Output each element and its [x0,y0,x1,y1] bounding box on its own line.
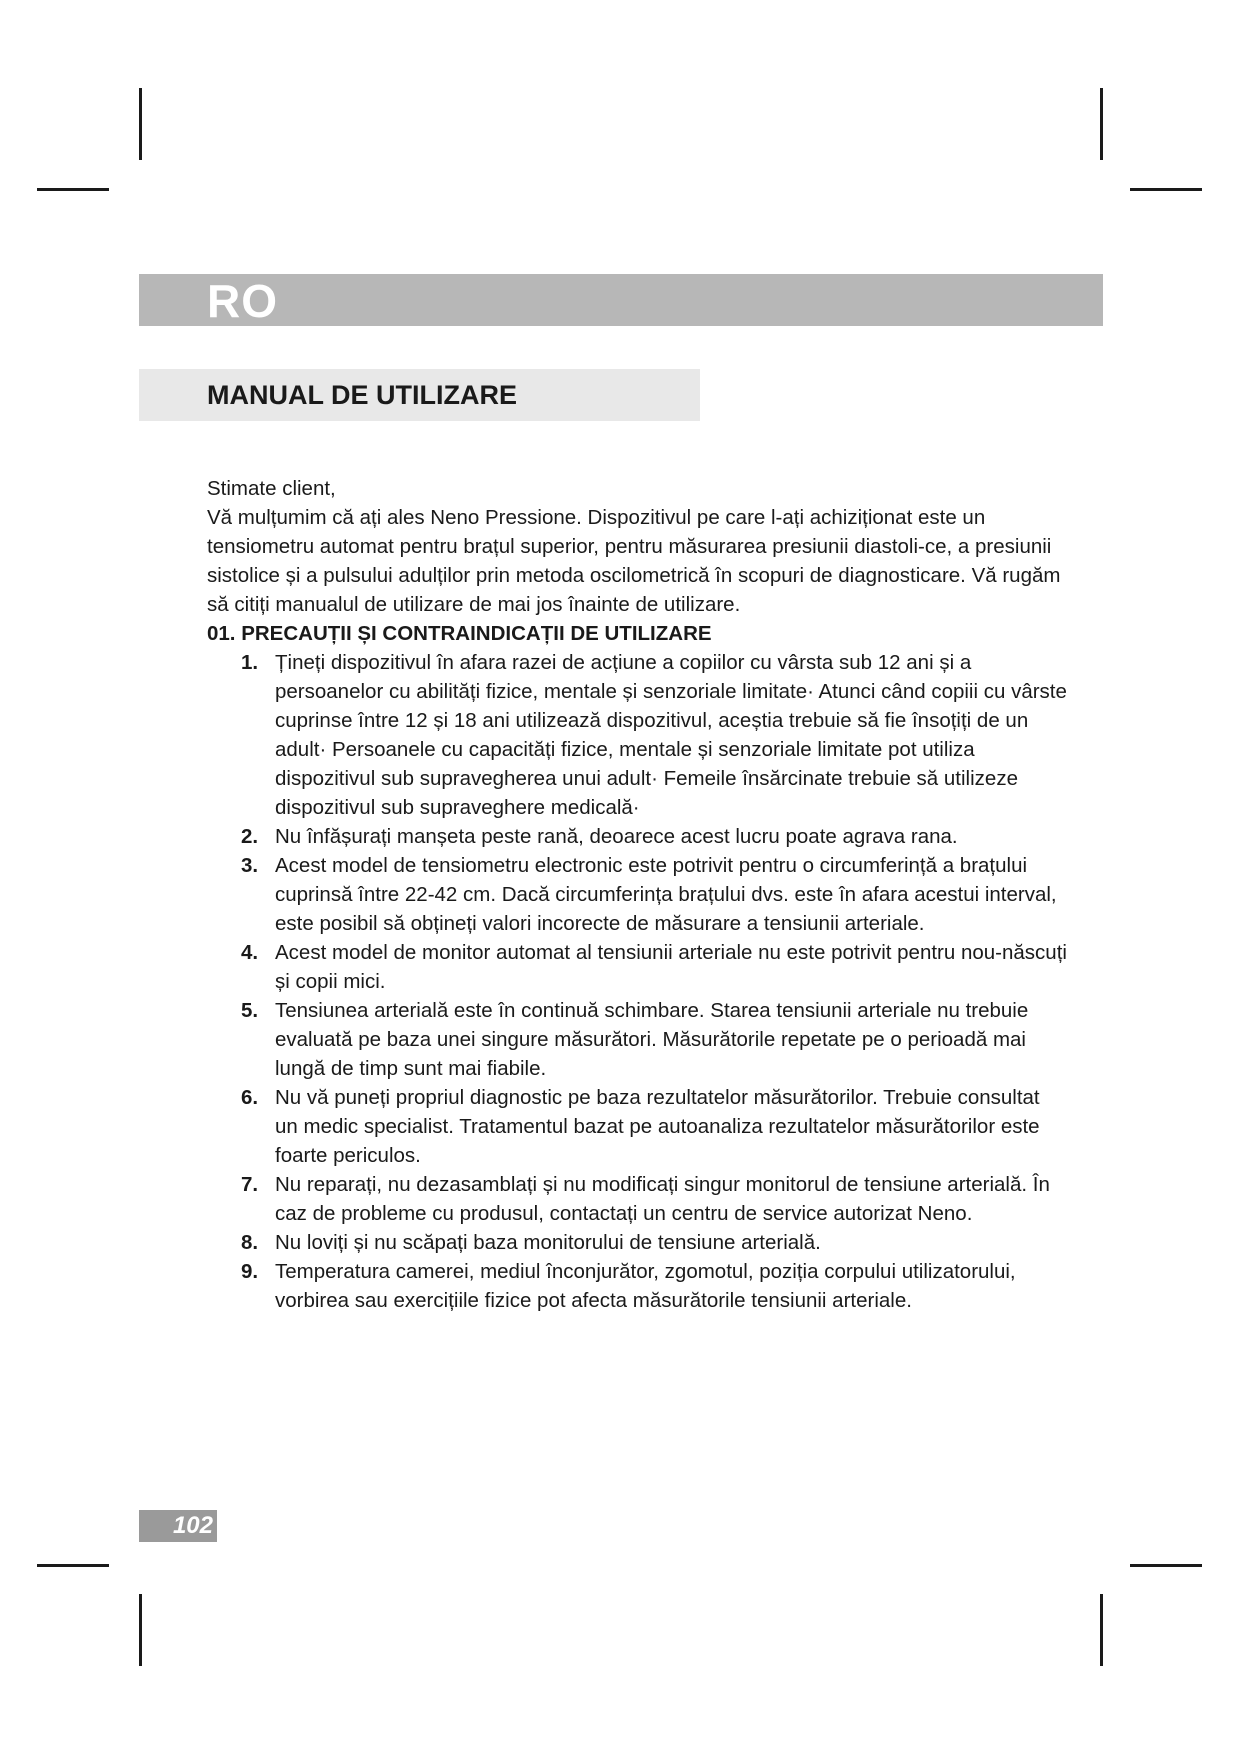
crop-mark-bottom-left-vertical [139,1594,142,1666]
page-number: 102 [139,1510,217,1542]
list-item [207,996,1067,1083]
crop-mark-bottom-right-vertical [1100,1594,1103,1666]
list-item-text: Acest model de tensiometru electronic este potrivit pentru o circumferință a brațului cuprinsă între 22-42 cm. Dacă circumferința brațului dvs. este în afara acestui interval, este posibil să obțineți valori incorecte de măsurare a tensiunii arteriale. [275,854,1057,935]
crop-mark-top-right-horizontal [1130,188,1202,191]
list-item [207,1228,1067,1257]
list-item-text: Nu înfășurați manșeta peste rană, deoarece acest lucru poate agrava rana. [275,825,958,848]
list-item [207,1170,1067,1228]
crop-mark-top-right-vertical [1100,88,1103,160]
language-banner [139,274,1103,326]
crop-mark-top-left-horizontal [37,188,109,191]
crop-mark-top-left-vertical [139,88,142,160]
list-item [207,648,1067,822]
list-item-number: 7. [241,1173,259,1196]
list-item-number: 2. [241,825,259,848]
document-body [207,474,1067,1315]
list-item-number: 5. [241,999,259,1022]
precautions-list [207,648,1067,1315]
crop-mark-bottom-right-horizontal [1130,1564,1202,1567]
list-item [207,851,1067,938]
list-item-text: Acest model de monitor automat al tensiunii arteriale nu este potrivit pentru nou-născuți și copii mici. [275,941,1067,993]
page-title: MANUAL DE UTILIZARE [207,380,517,410]
intro-paragraph: Vă mulțumim că ați ales Neno Pressione. Dispozitivul pe care l-ați achiziționat este un tensiometru automat pentru brațul superior, pentru măsurarea presiunii diastoli-ce, a presiunii sistolice și a pulsului adulților prin metoda oscilometrică în scopuri de diagnosticare. Vă rugăm să citiți manualul de utilizare de mai jos înainte de utilizare. [207,506,1061,616]
crop-mark-bottom-left-horizontal [37,1564,109,1567]
list-item-text: Nu vă puneți propriul diagnostic pe baza rezultatelor măsurătorilor. Trebuie consultat un medic specialist. Tratamentul bazat pe autoanaliza rezultatelor măsurătorilor este foarte periculos. [275,1086,1040,1167]
list-item-number: 4. [241,941,259,964]
list-item-text: Nu loviți și nu scăpați baza monitorului de tensiune arterială. [275,1231,821,1254]
greeting: Stimate client, [207,477,336,500]
title-banner [139,369,700,421]
list-item-number: 9. [241,1260,259,1283]
language-code: RO [207,275,278,327]
list-item [207,938,1067,996]
list-item-text: Țineți dispozitivul în afara razei de acțiune a copiilor cu vârsta sub 12 ani și a persoanelor cu abilități fizice, mentale și senzoriale limitate· Atunci când copiii cu vârste cuprinse între 12 și 18 ani utilizează dispozitivul, aceștia trebuie să fie însoțiți de un adult· Persoanele cu capacități fizice, mentale și senzoriale limitate pot utiliza dispozitivul sub supravegherea unui adult· Femeile însărcinate trebuie să utilizeze dispozitivul sub supraveghere medicală· [275,651,1067,819]
list-item-number: 1. [241,651,259,674]
list-item-number: 6. [241,1086,259,1109]
list-item [207,1083,1067,1170]
list-item-text: Nu reparați, nu dezasamblați și nu modificați singur monitorul de tensiune arterială. În caz de probleme cu produsul, contactați un centru de service autorizat Neno. [275,1173,1050,1225]
list-item-text: Temperatura camerei, mediul înconjurător, zgomotul, poziția corpului utilizatorului, vorbirea sau exercițiile fizice pot afecta măsurătorile tensiunii arteriale. [275,1260,1016,1312]
section-heading: 01. PRECAUȚII ȘI CONTRAINDICAȚII DE UTILIZARE [207,622,712,645]
list-item-number: 8. [241,1231,259,1254]
list-item-number: 3. [241,854,259,877]
list-item [207,822,1067,851]
list-item [207,1257,1067,1315]
list-item-text: Tensiunea arterială este în continuă schimbare. Starea tensiunii arteriale nu trebuie evaluată pe baza unei singure măsurători. Măsurătorile repetate pe o perioadă mai lungă de timp sunt mai fiabile. [275,999,1029,1080]
